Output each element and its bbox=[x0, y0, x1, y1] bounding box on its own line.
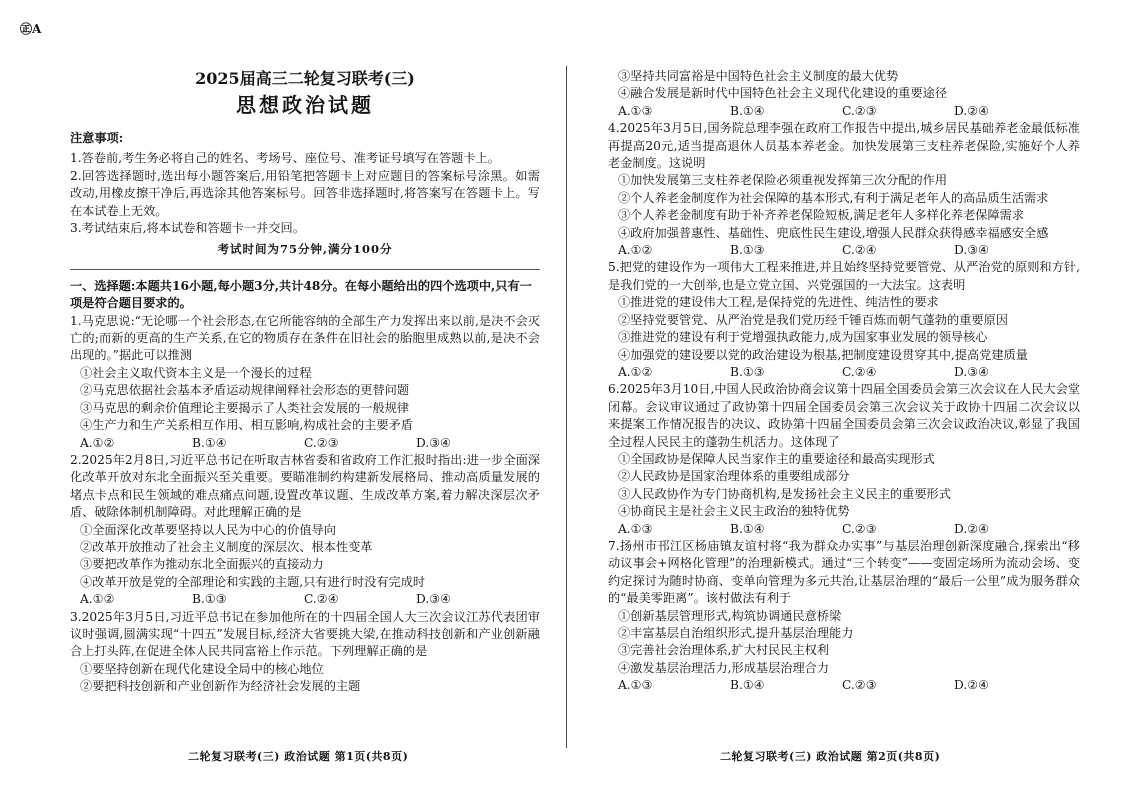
page-footer-right: 二轮复习联考(三) 政治试题 第2页(共8页) bbox=[720, 750, 941, 763]
question-option: ①全国政协是保障人民当家作主的重要途径和最高实现形式 bbox=[618, 451, 935, 466]
question-2 bbox=[70, 452, 540, 609]
question-option: ②个人养老金制度作为社会保障的基本形式,有利于满足老年人的高品质生活需求 bbox=[618, 190, 1049, 205]
choice-c: C.②④ bbox=[842, 243, 877, 258]
choice-a: A.①② bbox=[80, 435, 115, 450]
choice-c: C.②④ bbox=[304, 592, 339, 607]
choice-b: B.①④ bbox=[730, 678, 765, 693]
answer-choices bbox=[608, 364, 1080, 381]
question-option: ①社会主义取代资本主义是一个漫长的过程 bbox=[80, 365, 312, 380]
choice-b: B.①④ bbox=[192, 435, 227, 450]
answer-choices bbox=[608, 521, 1080, 538]
question-option: ③个人养老金制度有助于补齐养老保险短板,满足老年人多样化养老保障需求 bbox=[618, 208, 1025, 223]
choice-b: B.①③ bbox=[730, 364, 765, 379]
question-option: ④政府加强普惠性、基础性、兜底性民生建设,增强人民群众获得感幸福感安全感 bbox=[618, 225, 1049, 240]
subject-title: 思想政治试题 bbox=[236, 93, 374, 117]
question-option: ④融合发展是新时代中国特色社会主义现代化建设的重要途径 bbox=[618, 86, 948, 101]
choice-b: B.①③ bbox=[730, 243, 765, 258]
question-option: ①全面深化改革要坚持以人民为中心的价值导向 bbox=[80, 522, 336, 537]
question-6 bbox=[608, 381, 1080, 538]
question-option: ③完善社会治理体系,扩大村民民主权利 bbox=[618, 643, 830, 658]
question-option: ③要把改革作为推动东北全面振兴的直接动力 bbox=[80, 557, 324, 572]
answer-choices bbox=[70, 591, 540, 608]
question-stem: 1.马克思说:“无论哪一个社会形态,在它所能容纳的全部生产力发挥出来以前,是决不会灭亡的;而新的更高的生产关系,在它的物质存在条件在旧社会的胎胞里成熟以前,是决不会出现的。”据此可以推测 bbox=[70, 313, 540, 363]
choice-b: B.①③ bbox=[192, 592, 227, 607]
question-option: ②人民政协是国家治理体系的重要组成部分 bbox=[618, 469, 850, 484]
question-option: ③坚持共同富裕是中国特色社会主义制度的最大优势 bbox=[618, 69, 899, 83]
question-3 bbox=[70, 609, 540, 696]
question-stem: 3.2025年3月5日,习近平总书记在参加他所在的十四届全国人大三次会议江苏代表团审议时强调,圆满实现“十四五”发展目标,经济大省要挑大梁,在推动科技创新和产业创新融合上打头阵,在促进全体人民共同富裕上作示范。下列理解正确的是 bbox=[70, 609, 540, 659]
choice-c: C.②④ bbox=[842, 364, 877, 379]
column-divider bbox=[566, 66, 567, 748]
note-item: 3.考试结束后,将本试卷和答题卡一并交回。 bbox=[70, 221, 305, 236]
section-title: 一、选择题:本题共16小题,每小题3分,共计48分。在每小题给出的四个选项中,只有一项是符合题目要求的。 bbox=[70, 278, 532, 311]
right-column bbox=[608, 68, 1080, 695]
answer-choices bbox=[608, 677, 1080, 694]
exam-info: 考试时间为75分钟,满分100分 bbox=[217, 242, 393, 257]
choice-c: C.②③ bbox=[842, 521, 877, 536]
question-option: ①推进党的建设伟大工程,是保持党的先进性、纯洁性的要求 bbox=[618, 295, 939, 310]
question-stem: 5.把党的建设作为一项伟大工程来推进,并且始终坚持党要管党、从严治党的原则和方针,是我们党的一大创举,也是立党立国、兴党强国的一大法宝。这表明 bbox=[608, 260, 1080, 292]
question-1 bbox=[70, 313, 540, 452]
question-option: ④加强党的建设要以党的政治建设为根基,把制度建设贯穿其中,提高党建质量 bbox=[618, 347, 1028, 362]
question-option: ③人民政协作为专门协商机构,是发扬社会主义民主的重要形式 bbox=[618, 486, 951, 501]
question-option: ①加快发展第三支柱养老保险必须重视发挥第三次分配的作用 bbox=[618, 173, 948, 188]
question-option: ②要把科技创新和产业创新作为经济社会发展的主题 bbox=[80, 679, 361, 694]
answer-choices bbox=[70, 435, 540, 452]
choice-d: D.③④ bbox=[416, 592, 452, 607]
choice-d: D.②④ bbox=[954, 103, 990, 118]
choice-b: B.①④ bbox=[730, 521, 765, 536]
question-4 bbox=[608, 120, 1080, 259]
question-5 bbox=[608, 259, 1080, 381]
question-stem: 4.2025年3月5日,国务院总理李强在政府工作报告中提出,城乡居民基础养老金最低标准再提高20元,适当提高退休人员基本养老金。加快发展第三支柱养老保险,实施好个人养老金制度。这说明 bbox=[608, 121, 1080, 171]
choice-d: D.②④ bbox=[954, 678, 990, 693]
question-3-continued bbox=[608, 68, 1080, 120]
choice-a: A.①② bbox=[618, 243, 653, 258]
question-option: ④生产力和生产关系相互作用、相互影响,构成社会的主要矛盾 bbox=[80, 418, 413, 433]
note-item: 2.回答选择题时,选出每小题答案后,用铅笔把答题卡上对应题目的答案标号涂黑。如需改动,用橡皮擦干净后,再选涂其他答案标号。回答非选择题时,将答案写在答题卡上。写在本试卷上无效。 bbox=[70, 168, 540, 218]
answer-choices bbox=[608, 103, 1080, 120]
choice-c: C.②③ bbox=[304, 435, 339, 450]
question-option: ③马克思的剩余价值理论主要揭示了人类社会发展的一般规律 bbox=[80, 400, 410, 415]
question-option: ②马克思依据社会基本矛盾运动规律阐释社会形态的更替问题 bbox=[80, 383, 410, 398]
note-item: 1.答卷前,考生务必将自己的姓名、考场号、座位号、准考证号填写在答题卡上。 bbox=[70, 151, 500, 166]
page-footer-left: 二轮复习联考(三) 政治试题 第1页(共8页) bbox=[188, 750, 409, 763]
answer-choices bbox=[608, 242, 1080, 259]
choice-c: C.②③ bbox=[842, 103, 877, 118]
question-stem: 6.2025年3月10日,中国人民政治协商会议第十四届全国委员会第三次会议在人民大会堂闭幕。会议审议通过了政协第十四届全国委员会第三次会议关于政协十四届二次会议以来提案工作情况报告的决议、政协第十四届全国委员会第三次会议政治决议,彰显了我国全过程人民民主的蓬勃生机活力。这体现了 bbox=[608, 382, 1080, 449]
question-option: ①要坚持创新在现代化建设全局中的核心地位 bbox=[80, 661, 324, 676]
left-column bbox=[70, 68, 540, 696]
question-option: ④协商民主是社会主义民主政治的独特优势 bbox=[618, 504, 850, 519]
choice-a: A.①② bbox=[618, 364, 653, 379]
notes-title: 注意事项: bbox=[70, 131, 124, 145]
choice-c: C.②③ bbox=[842, 678, 877, 693]
choice-d: D.③④ bbox=[954, 243, 990, 258]
corner-mark: ㊣A bbox=[20, 22, 42, 36]
question-option: ①创新基层管理形式,构筑协调通民意桥梁 bbox=[618, 608, 842, 623]
question-option: ②丰富基层自治组织形式,提升基层治理能力 bbox=[618, 626, 854, 640]
exam-series-title: 2025届高三二轮复习联考(三) bbox=[195, 69, 415, 88]
question-option: ③推进党的建设有利于党增强执政能力,成为国家事业发展的领导核心 bbox=[618, 330, 988, 345]
question-option: ④改革开放是党的全部理论和实践的主题,只有进行时没有完成时 bbox=[80, 574, 426, 589]
question-option: ②改革开放推动了社会主义制度的深层次、根本性变革 bbox=[80, 539, 373, 554]
choice-d: D.③④ bbox=[954, 364, 990, 379]
choice-a: A.①③ bbox=[618, 678, 653, 693]
question-stem: 7.扬州市邗江区杨庙镇友谊村将“我为群众办实事”与基层治理创新深度融合,探索出“移动议事会+网格化管理”的治理新模式。通过“三个转变”——变固定场所为流动会场、变约定探讨为随时协商、变单向管理为多元共治,让基层治理的“最后一公里”成为服务群众的“最美零距离”。该村做法有利于 bbox=[608, 538, 1080, 606]
question-option: ④激发基层治理活力,形成基层治理合力 bbox=[618, 660, 830, 675]
question-stem: 2.2025年2月8日,习近平总书记在听取吉林省委和省政府工作汇报时指出:进一步全面深化改革开放对东北全面振兴至关重要。要瞄准制约构建新发展格局、推动高质量发展的堵点卡点和民生领域的难点痛点问题,设置改革议题、生成改革方案,着力解决深层次矛盾、破除体制机制障碍。对此理解正确的是 bbox=[70, 452, 540, 520]
choice-a: A.①③ bbox=[618, 521, 653, 536]
question-7 bbox=[608, 538, 1080, 695]
choice-d: D.③④ bbox=[416, 435, 452, 450]
choice-b: B.①④ bbox=[730, 103, 765, 118]
divider-line bbox=[70, 269, 540, 270]
question-option: ②坚持党要管党、从严治党是我们党历经千锤百炼而朝气蓬勃的重要原因 bbox=[618, 312, 1008, 327]
choice-a: A.①③ bbox=[618, 103, 653, 118]
choice-a: A.①② bbox=[80, 592, 115, 607]
choice-d: D.②④ bbox=[954, 521, 990, 536]
